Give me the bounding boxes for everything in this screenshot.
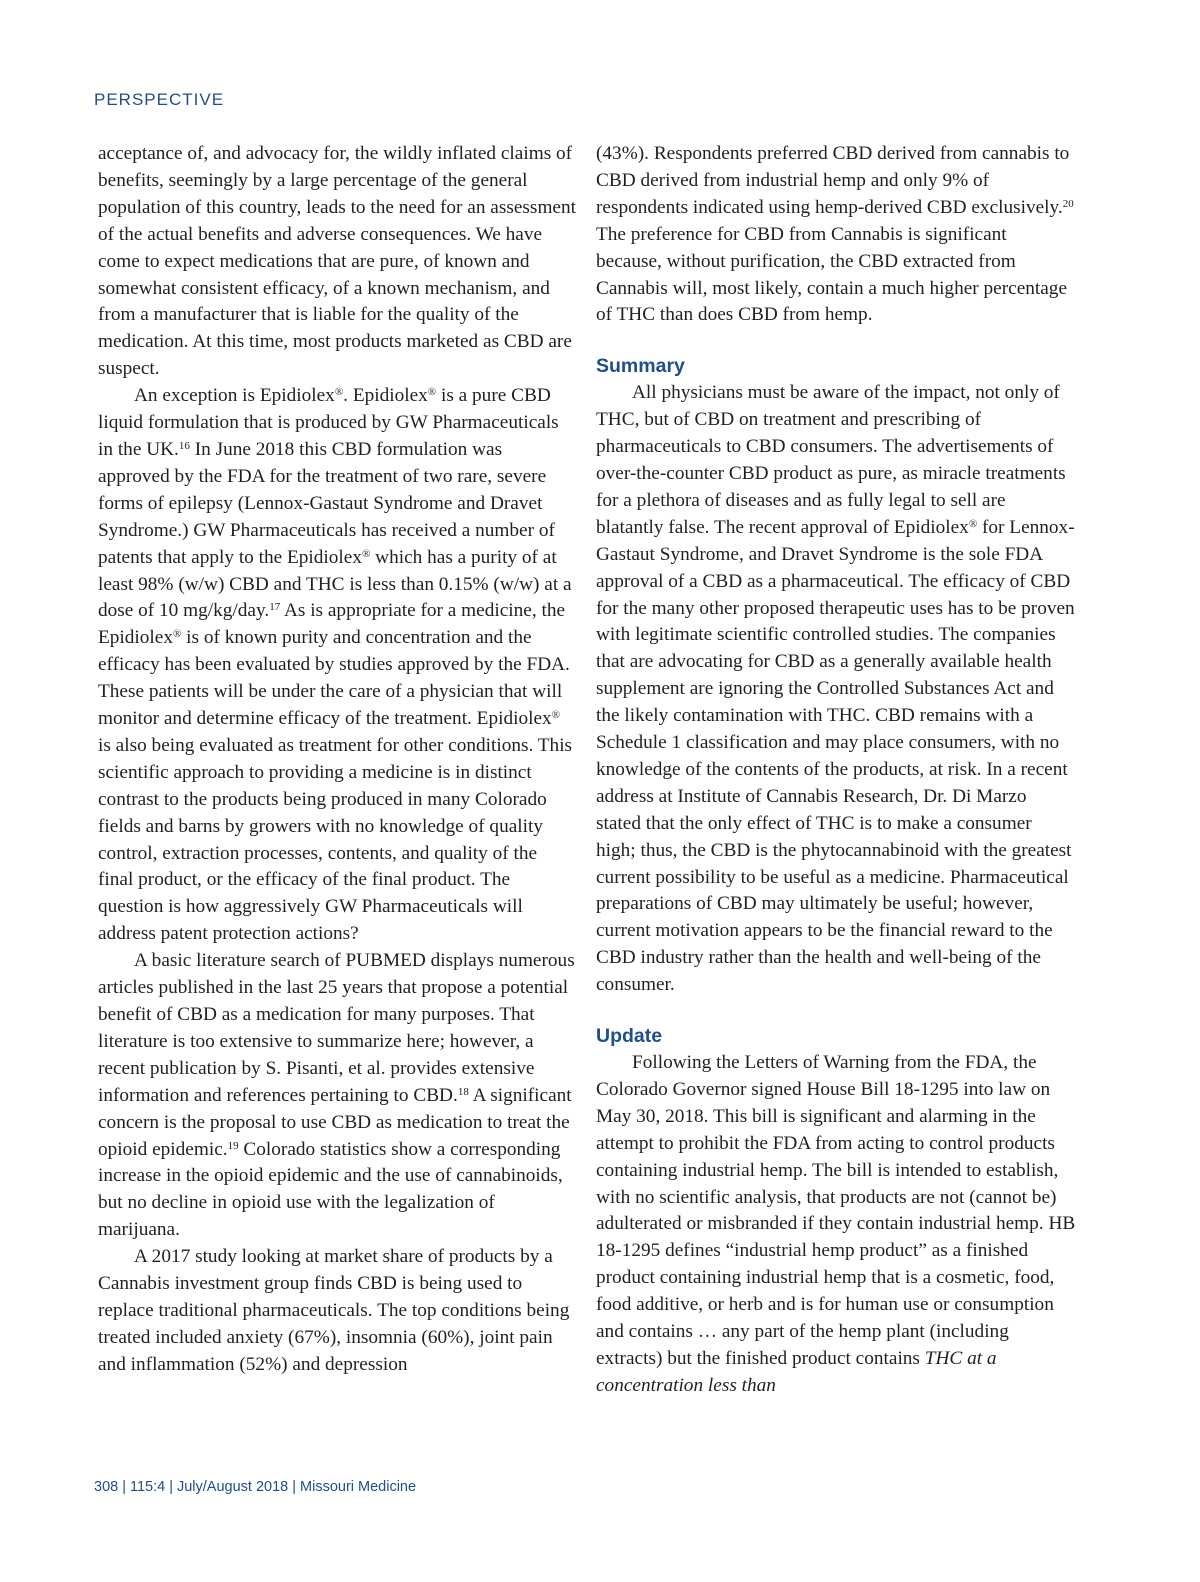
registered-mark: ®: [551, 709, 561, 722]
reference-19: 19: [227, 1139, 239, 1152]
issue-date: July/August 2018: [176, 1479, 289, 1495]
journal-name: Missouri Medicine: [300, 1479, 417, 1495]
registered-mark: ®: [334, 386, 344, 399]
registered-mark: ®: [968, 517, 978, 530]
registered-mark: ®: [362, 547, 371, 560]
reference-16: 16: [178, 439, 190, 452]
section-label: PERSPECTIVE: [94, 90, 225, 109]
italic-text: THC at a concentration less than: [596, 1347, 997, 1396]
page-footer: [94, 1479, 416, 1495]
paragraph: A 2017 study looking at market share of products by a Cannabis investment group finds CBD is being used to replace traditional pharmaceuticals. The top conditions being treated included anxiety (67%), insomnia (60%), joint pain and inflammation (52%) and depression: [98, 1246, 570, 1375]
separator: |: [169, 1479, 173, 1495]
issue-number: 115:4: [129, 1479, 166, 1495]
page-number: 308: [94, 1479, 119, 1495]
separator: |: [292, 1479, 297, 1495]
paragraph: Following the Letters of Warning from the FDA, the Colorado Governor signed House Bill 18-1295 into law on May 30, 2018. This bill is significant and alarming in the attempt to prohibit the FDA from acting to control products containing industrial hemp. The bill is intended to establish, with no scientific analysis, that products are not (cannot be) adulterated or misbranded if they contain industrial hemp. HB 18-1295 defines “industrial hemp product” as a finished product containing industrial hemp that is a cosmetic, food, food additive, or herb and is for human use or consumption and contains … any part of the hemp plant (including extracts) but the finished product contains THC at a concentration less than: [596, 1052, 1076, 1396]
registered-mark: ®: [427, 386, 437, 399]
left-column: [98, 141, 576, 1379]
paragraph: (43%). Respondents preferred CBD derived from cannabis to CBD derived from industrial hemp and only 9% of respondents indicated using hemp-derived CBD exclusively.$^{20}$ The preference for CBD from Cannabis is significant because, without purification, the CBD extracted from Cannabis will, most likely, contain a much higher percentage of THC than does CBD from hemp.: [596, 143, 1074, 326]
paragraph: An exception is Epidiolex®. Epidiolex® is a pure CBD liquid formulation that is produced by GW Pharmaceuticals in the UK.$^{16}$ In June 2018 this CBD formulation was approved by the FDA for the treatment of two rare, severe forms of epilepsy (Lennox-Gastaut Syndrome and Dravet Syndrome.) GW Pharmaceuticals has received a number of patents that apply to the Epidiolex® which has a purity of at least 98% (w/w) CBD and THC is less than 0.15% (w/w) at a dose of 10 mg/kg/day.$^{17}$ As is appropriate for a medicine, the Epidiolex® is of known purity and concentration and the efficacy has been evaluated by studies approved by the FDA. These patients will be under the care of a physician that will monitor and determine efficacy of the treatment. Epidiolex® is also being evaluated as treatment for other conditions. This scientific approach to providing a medicine is in distinct contrast to the products being produced in many Colorado fields and barns by growers with no knowledge of quality control, extraction processes, contents, and quality of the final product, or the efficacy of the final product. The question is how aggressively GW Pharmaceuticals will address patent protection actions?: [98, 385, 573, 945]
reference-17: 17: [269, 601, 281, 614]
summary-heading: Summary: [596, 355, 685, 378]
separator: |: [122, 1479, 126, 1495]
reference-18: 18: [457, 1085, 469, 1098]
paragraph: acceptance of, and advocacy for, the wildly inflated claims of benefits, seemingly by a large percentage of the general population of this country, leads to the need for an assessment of the actual benefits and adverse consequences. We have come to expect medications that are pure, of known and somewhat consistent efficacy, of a known mechanism, and from a manufacturer that is liable for the quality of the medication. At this time, most products marketed as CBD are suspect.: [98, 143, 576, 380]
registered-mark: ®: [172, 628, 182, 641]
right-column: [596, 141, 1076, 1400]
paragraph: All physicians must be aware of the impact, not only of THC, but of CBD on treatment and prescribing of pharmaceuticals to CBD consumers. The advertisements of over-the-counter CBD product as pure, as miracle treatments for a plethora of diseases and as fully legal to sell are blatantly false. The recent approval of Epidiolex® for Lennox-Gastaut Syndrome, and Dravet Syndrome is the sole FDA approval of a CBD as a pharmaceutical. The efficacy of CBD for the many other proposed therapeutic uses has to be proven with legitimate scientific controlled studies. The companies that are advocating for CBD as a generally available health supplement are ignoring the Controlled Substances Act and the likely contamination with THC. CBD remains with a Schedule 1 classification and may place consumers, with no knowledge of the contents of the products, at risk. In a recent address at Institute of Cannabis Research, Dr. Di Marzo stated that the only effect of THC is to make a consumer high; thus, the CBD is the phytocannabinoid with the greatest current possibility to be useful as a medicine. Pharmaceutical preparations of CBD may ultimately be useful; however, current motivation appears to be the financial reward to the CBD industry rather than the health and well-being of the consumer.: [596, 382, 1075, 996]
reference-20: 20: [1062, 197, 1074, 210]
update-heading: Update: [596, 1025, 663, 1048]
paragraph: A basic literature search of PUBMED displays numerous articles published in the last 25 years that propose a potential benefit of CBD as a medication for many purposes. That literature is too extensive to summarize here; however, a recent publication by S. Pisanti, et al. provides extensive information and references pertaining to CBD.$^{18}$ A significant concern is the proposal to use CBD as medication to treat the opioid epidemic.$^{19}$ Colorado statistics show a corresponding increase in the opioid epidemic and the use of cannabinoids, but no decline in opioid use with the legalization of marijuana.: [98, 950, 575, 1241]
